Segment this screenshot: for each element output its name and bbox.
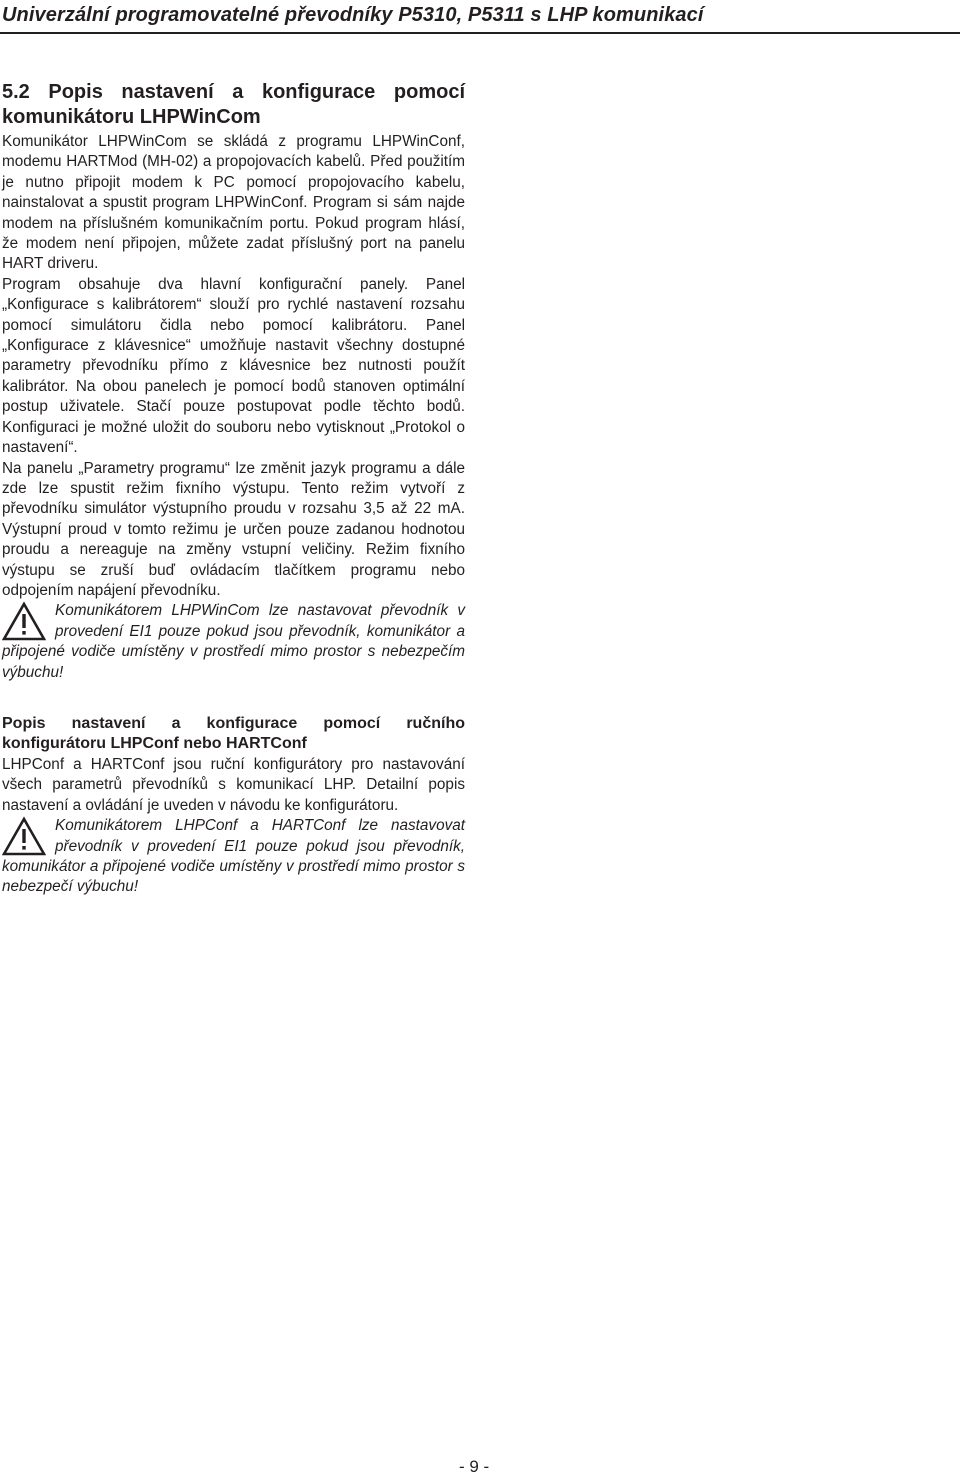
page-number: - 9 - — [459, 1457, 490, 1476]
paragraph: Komunikátor LHPWinCom se skládá z programu LHPWinConf, modemu HARTMod (MH-02) a propojovacích kabelů. Před použitím je nutno připojit modem k PC pomocí propojovacího kabelu, nainstalovat a spustit program LHPWinConf. Program si sám najde modem na příslušném komunikačním portu. Pokud program hlásí, že modem není připojen, můžete zadat příslušný port na panelu HART driveru. — [2, 133, 465, 273]
warning-note — [2, 816, 465, 898]
section-heading-lhpwincom: 5.2 Popis nastavení a konfigurace pomocí komunikátoru LHPWinCom — [2, 81, 465, 128]
warning-triangle-icon — [2, 816, 46, 856]
paragraph: Program obsahuje dva hlavní konfigurační panely. Panel „Konfigurace s kalibrátorem“ slouží pro rychlé nastavení rozsahu pomocí simulátoru čidla nebo pomocí kalibrátoru. Panel „Konfigurace z klávesnice“ umožňuje nastavit všechny dostupné parametry převodníku přímo z klávesnice bez nutnosti použít kalibrátor. Na obou panelech je pomocí bodů stanoven optimální postup uživatele. Stačí pouze postupovat podle těchto bodů. Konfiguraci je možné uložit do souboru nebo vytisknout „Protokol o nastavení“. — [2, 275, 465, 457]
warning-note — [2, 601, 465, 683]
page-header-title: Univerzální programovatelné převodníky P5310, P5311 s LHP komunikací — [2, 4, 704, 26]
paragraph: LHPConf a HARTConf jsou ruční konfigurátory pro nastavování všech parametrů převodníků s komunikací LHP. Detailní popis nastavení a ovládání je uveden v návodu ke konfigurátoru. — [2, 755, 465, 814]
header-divider — [0, 32, 960, 34]
warning-text: Komunikátorem LHPWinCom lze nastavovat převodník v provedení EI1 pouze pokud jsou převodník, komunikátor a připojené vodiče umístěny v prostředí mimo prostor s nebezpečím výbuchu! — [2, 602, 465, 681]
paragraph: Na panelu „Parametry programu“ lze změnit jazyk programu a dále zde lze spustit režim fixního výstupu. Tento režim vytvoří z převodníku simulátor výstupního proudu v rozsahu 3,5 až 22 mA. Výstupní proud v tomto režimu je určen pouze zadanou hodnotou proudu a nereaguje na změny vstupní veličiny. Režim fixního výstupu se zruší buď ovládacím tlačítkem programu nebo odpojením napájení převodníku. — [2, 459, 465, 599]
section-heading-lhpconf: Popis nastavení a konfigurace pomocí ručního konfigurátoru LHPConf nebo HARTConf — [2, 714, 465, 753]
warning-triangle-icon — [2, 601, 46, 641]
main-column — [2, 80, 465, 898]
warning-text: Komunikátorem LHPConf a HARTConf lze nastavovat převodník v provedení EI1 pouze pokud jsou převodník, komunikátor a připojené vodiče umístěny v prostředí mimo prostor s nebezpečí výbuchu! — [2, 817, 465, 896]
